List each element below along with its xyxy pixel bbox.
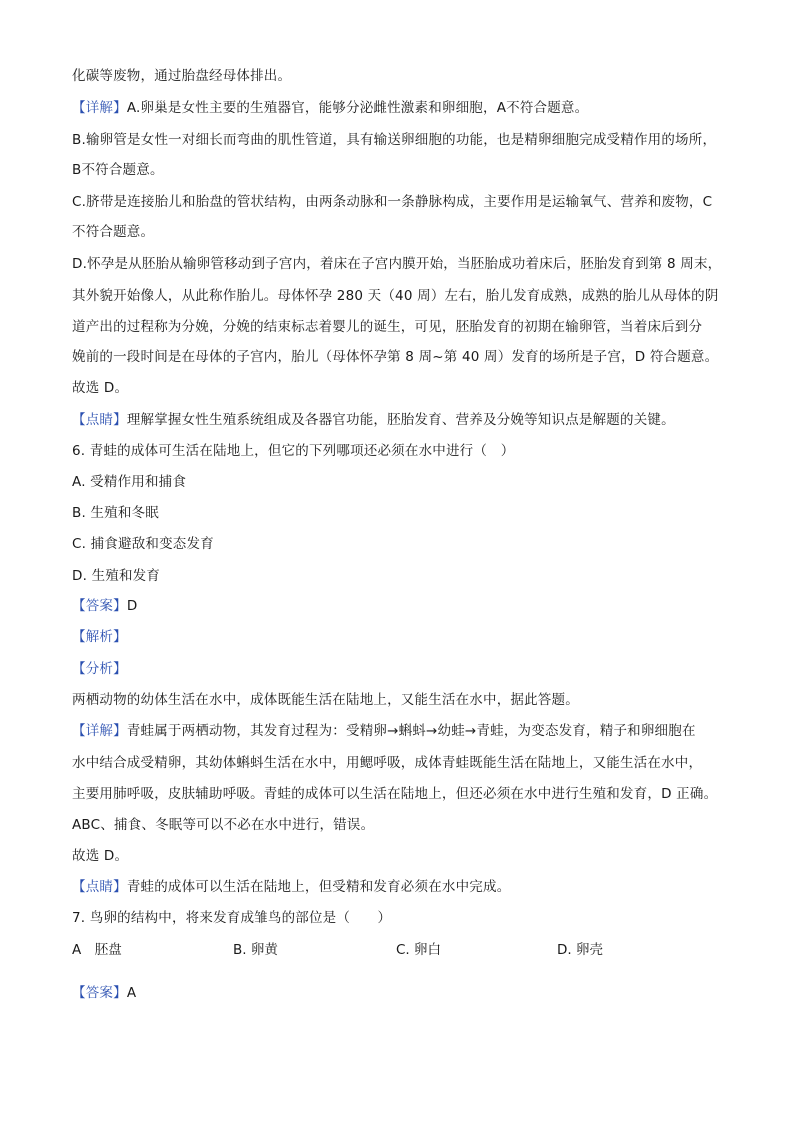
text-line: 故选 D。 — [72, 848, 129, 864]
text-line: 水中结合成受精卵，其幼体蝌蚪生活在水中，用鳃呼吸，成体青蛙既能生活在陆地上，又能生活在水中， — [72, 755, 703, 771]
text-line: 故选 D。 — [72, 380, 129, 396]
section-tag: 【详解】 — [72, 723, 127, 739]
text-line: 【详解】A.卵巢是女性主要的生殖器官，能够分泌雌性激素和卵细胞，A不符合题意。 — [72, 100, 589, 116]
section-tag: 【答案】 — [72, 598, 127, 614]
text-line: 主要用肺呼吸，皮肤辅助呼吸。青蛙的成体可以生活在陆地上，但还必须在水中进行生殖和发育，D 正确。 — [72, 786, 718, 802]
text-line: 两栖动物的幼体生活在水中，成体既能生活在陆地上，又能生活在水中，据此答题。 — [72, 692, 579, 708]
question-7-option-c: C. 卵白 — [396, 942, 442, 958]
question-6-option-c: C. 捕食避敌和变态发育 — [72, 536, 214, 552]
text-line: 不符合题意。 — [72, 224, 155, 240]
section-tag: 【答案】 — [72, 985, 127, 1001]
text-line: ABC、捕食、冬眠等可以不必在水中进行，错误。 — [72, 817, 375, 833]
section-tag: 【点睛】 — [72, 879, 127, 895]
question-7-option-a: A 胚盘 — [72, 942, 122, 958]
text-line: 【详解】青蛙属于两栖动物，其发育过程为：受精卵→蝌蚪→幼蛙→青蛙，为变态发育，精子和卵细胞在 — [72, 723, 696, 739]
analysis-subheading — [72, 659, 127, 679]
text-line: C.脐带是连接胎儿和胎盘的管状结构，由两条动脉和一条静脉构成，主要作用是运输氧气、营养和废物，C — [72, 194, 713, 210]
section-tag: 【分析】 — [72, 661, 127, 677]
text-line: 娩前的一段时间是在母体的子宫内，胎儿（母体怀孕第 8 周~第 40 周）发育的场所是子宫，D 符合题意。 — [72, 349, 719, 365]
text-line: 【点睛】理解掌握女性生殖系统组成及各器官功能，胚胎发育、营养及分娩等知识点是解题的关键。 — [72, 412, 675, 428]
analysis-heading — [72, 627, 127, 647]
question-6-option-a: A. 受精作用和捕食 — [72, 474, 187, 490]
answer-line: 【答案】D — [72, 598, 138, 614]
question-6-option-d: D. 生殖和发育 — [72, 568, 161, 584]
text-line: D.怀孕是从胚胎从输卵管移动到子宫内，着床在子宫内膜开始，当胚胎成功着床后，胚胎发育到第 8 周末， — [72, 256, 722, 272]
question-7-option-d: D. 卵壳 — [557, 942, 603, 958]
text-line: 其外貌开始像人，从此称作胎儿。母体怀孕 280 天（40 周）左右，胎儿发育成熟，成熟的胎儿从母体的阴 — [72, 288, 719, 304]
question-7-stem: 7. 鸟卵的结构中，将来发育成雏鸟的部位是（ ） — [72, 910, 392, 926]
section-tag: 【详解】 — [72, 100, 127, 116]
text-line: B.输卵管是女性一对细长而弯曲的肌性管道，具有输送卵细胞的功能，也是精卵细胞完成受精作用的场所， — [72, 132, 717, 148]
question-6-option-b: B. 生殖和冬眠 — [72, 505, 159, 521]
text-line: B不符合题意。 — [72, 162, 164, 178]
answer-line: 【答案】A — [72, 985, 137, 1001]
section-tag: 【点睛】 — [72, 412, 127, 428]
text-line: 【点睛】青蛙的成体可以生活在陆地上，但受精和发育必须在水中完成。 — [72, 879, 511, 895]
question-6-stem: 6. 青蛙的成体可生活在陆地上，但它的下列哪项还必须在水中进行（ ） — [72, 443, 515, 459]
section-tag: 【解析】 — [72, 629, 127, 645]
text-line: 道产出的过程称为分娩，分娩的结束标志着婴儿的诞生，可见，胚胎发育的初期在输卵管，当着床后到分 — [72, 319, 703, 335]
question-7-option-b: B. 卵黄 — [233, 942, 278, 958]
text-line: 化碳等废物，通过胎盘经母体排出。 — [72, 68, 292, 84]
